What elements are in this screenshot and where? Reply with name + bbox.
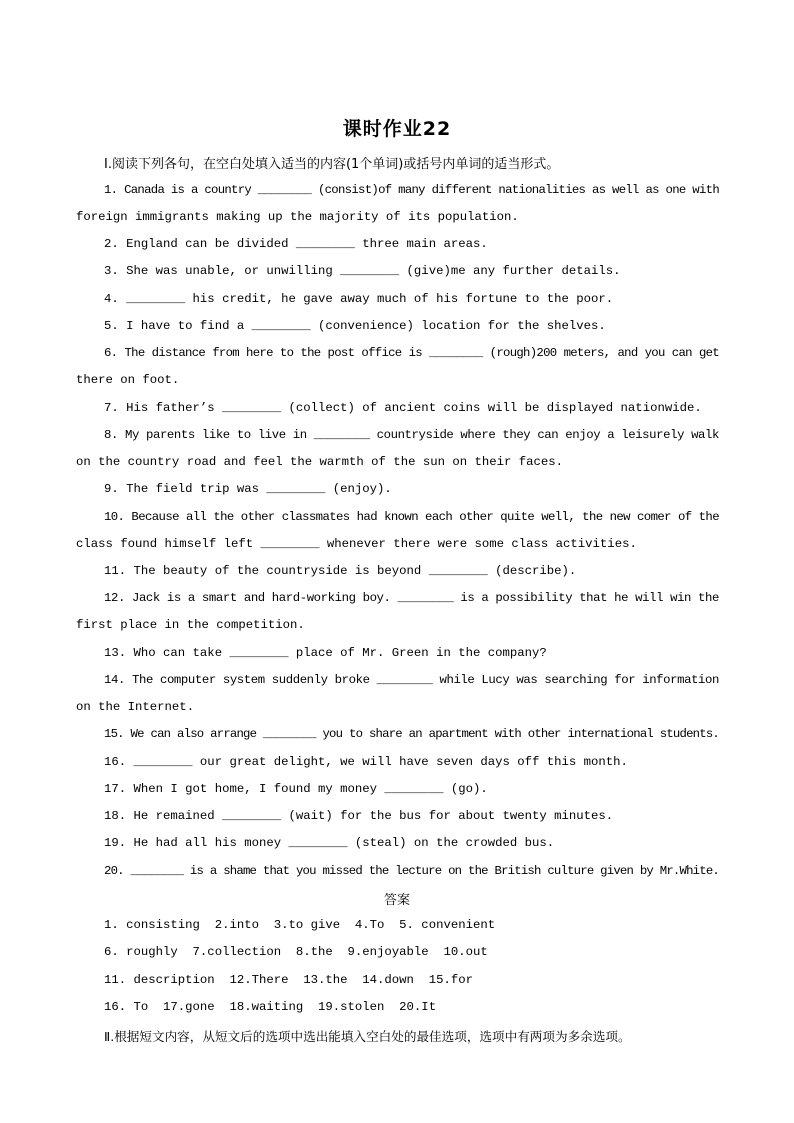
question-line: 11. The beauty of the countryside is beyond ________ (describe). (104, 564, 577, 578)
question-line: 6. The distance from here to the post office is ________ (rough)200 meters, and you can get (104, 346, 719, 360)
question-line: 1. Canada is a country ________ (consist)of many different nationalities as well as one with (104, 183, 719, 197)
question-line: 2. England can be divided ________ three main areas. (104, 237, 488, 251)
question-line: 19. He had all his money ________ (steal) on the crowded bus. (104, 836, 555, 850)
question-line: on the country road and feel the warmth of the sun on their faces. (76, 455, 564, 469)
question-line: 4. ________ his credit, he gave away much of his fortune to the poor. (104, 292, 614, 306)
question-line: 7. His father’s ________ (collect) of ancient coins will be displayed nationwide. (104, 401, 702, 415)
question-line: 15. We can also arrange ________ you to share an apartment with other international students. (104, 727, 719, 741)
question-line: class found himself left ________ whenever there were some class activities. (76, 537, 637, 551)
question-line: 16. ________ our great delight, we will have seven days off this month. (104, 755, 628, 769)
question-line: 3. She was unable, or unwilling ________ (give)me any further details. (104, 264, 621, 278)
question-line: foreign immigrants making up the majority of its population. (76, 210, 519, 224)
section-1-heading: Ⅰ.阅读下列各句，在空白处填入适当的内容(1个单词)或括号内单词的适当形式。 (104, 157, 560, 172)
question-line: 12. Jack is a smart and hard-working boy. ________ is a possibility that he will win the (104, 591, 719, 605)
page-title: 课时作业22 (342, 118, 452, 140)
answers-title: 答案 (383, 893, 410, 908)
answer-line: 1. consisting 2.into 3.to give 4.To 5. convenient (104, 918, 496, 932)
question-line: 17. When I got home, I found my money ________ (go). (104, 782, 488, 796)
question-line: 10. Because all the other classmates had known each other quite well, the new comer of the (104, 510, 719, 524)
answer-line: 11. description 12.There 13.the 14.down 15.for (104, 973, 473, 987)
section-2-heading: Ⅱ.根据短文内容，从短文后的选项中选出能填入空白处的最佳选项，选项中有两项为多余选项。 (104, 1029, 631, 1044)
question-line: 20. ________ is a shame that you missed the lecture on the British culture given by Mr.White. (104, 864, 719, 878)
question-line: on the Internet. (76, 700, 195, 714)
answer-line: 16. To 17.gone 18.waiting 19.stolen 20.It (104, 1000, 437, 1014)
question-line: 9. The field trip was ________ (enjoy). (104, 482, 392, 496)
question-line: 18. He remained ________ (wait) for the bus for about twenty minutes. (104, 809, 614, 823)
question-line: 8. My parents like to live in ________ countryside where they can enjoy a leisurely walk (104, 428, 719, 442)
answer-line: 6. roughly 7.collection 8.the 9.enjoyable 10.out (104, 945, 488, 959)
question-line: 14. The computer system suddenly broke ________ while Lucy was searching for information (104, 673, 719, 687)
question-line: 5. I have to find a ________ (convenience) location for the shelves. (104, 319, 606, 333)
question-line: there on foot. (76, 373, 180, 387)
question-line: first place in the competition. (76, 618, 305, 632)
question-line: 13. Who can take ________ place of Mr. Green in the company? (104, 646, 547, 660)
